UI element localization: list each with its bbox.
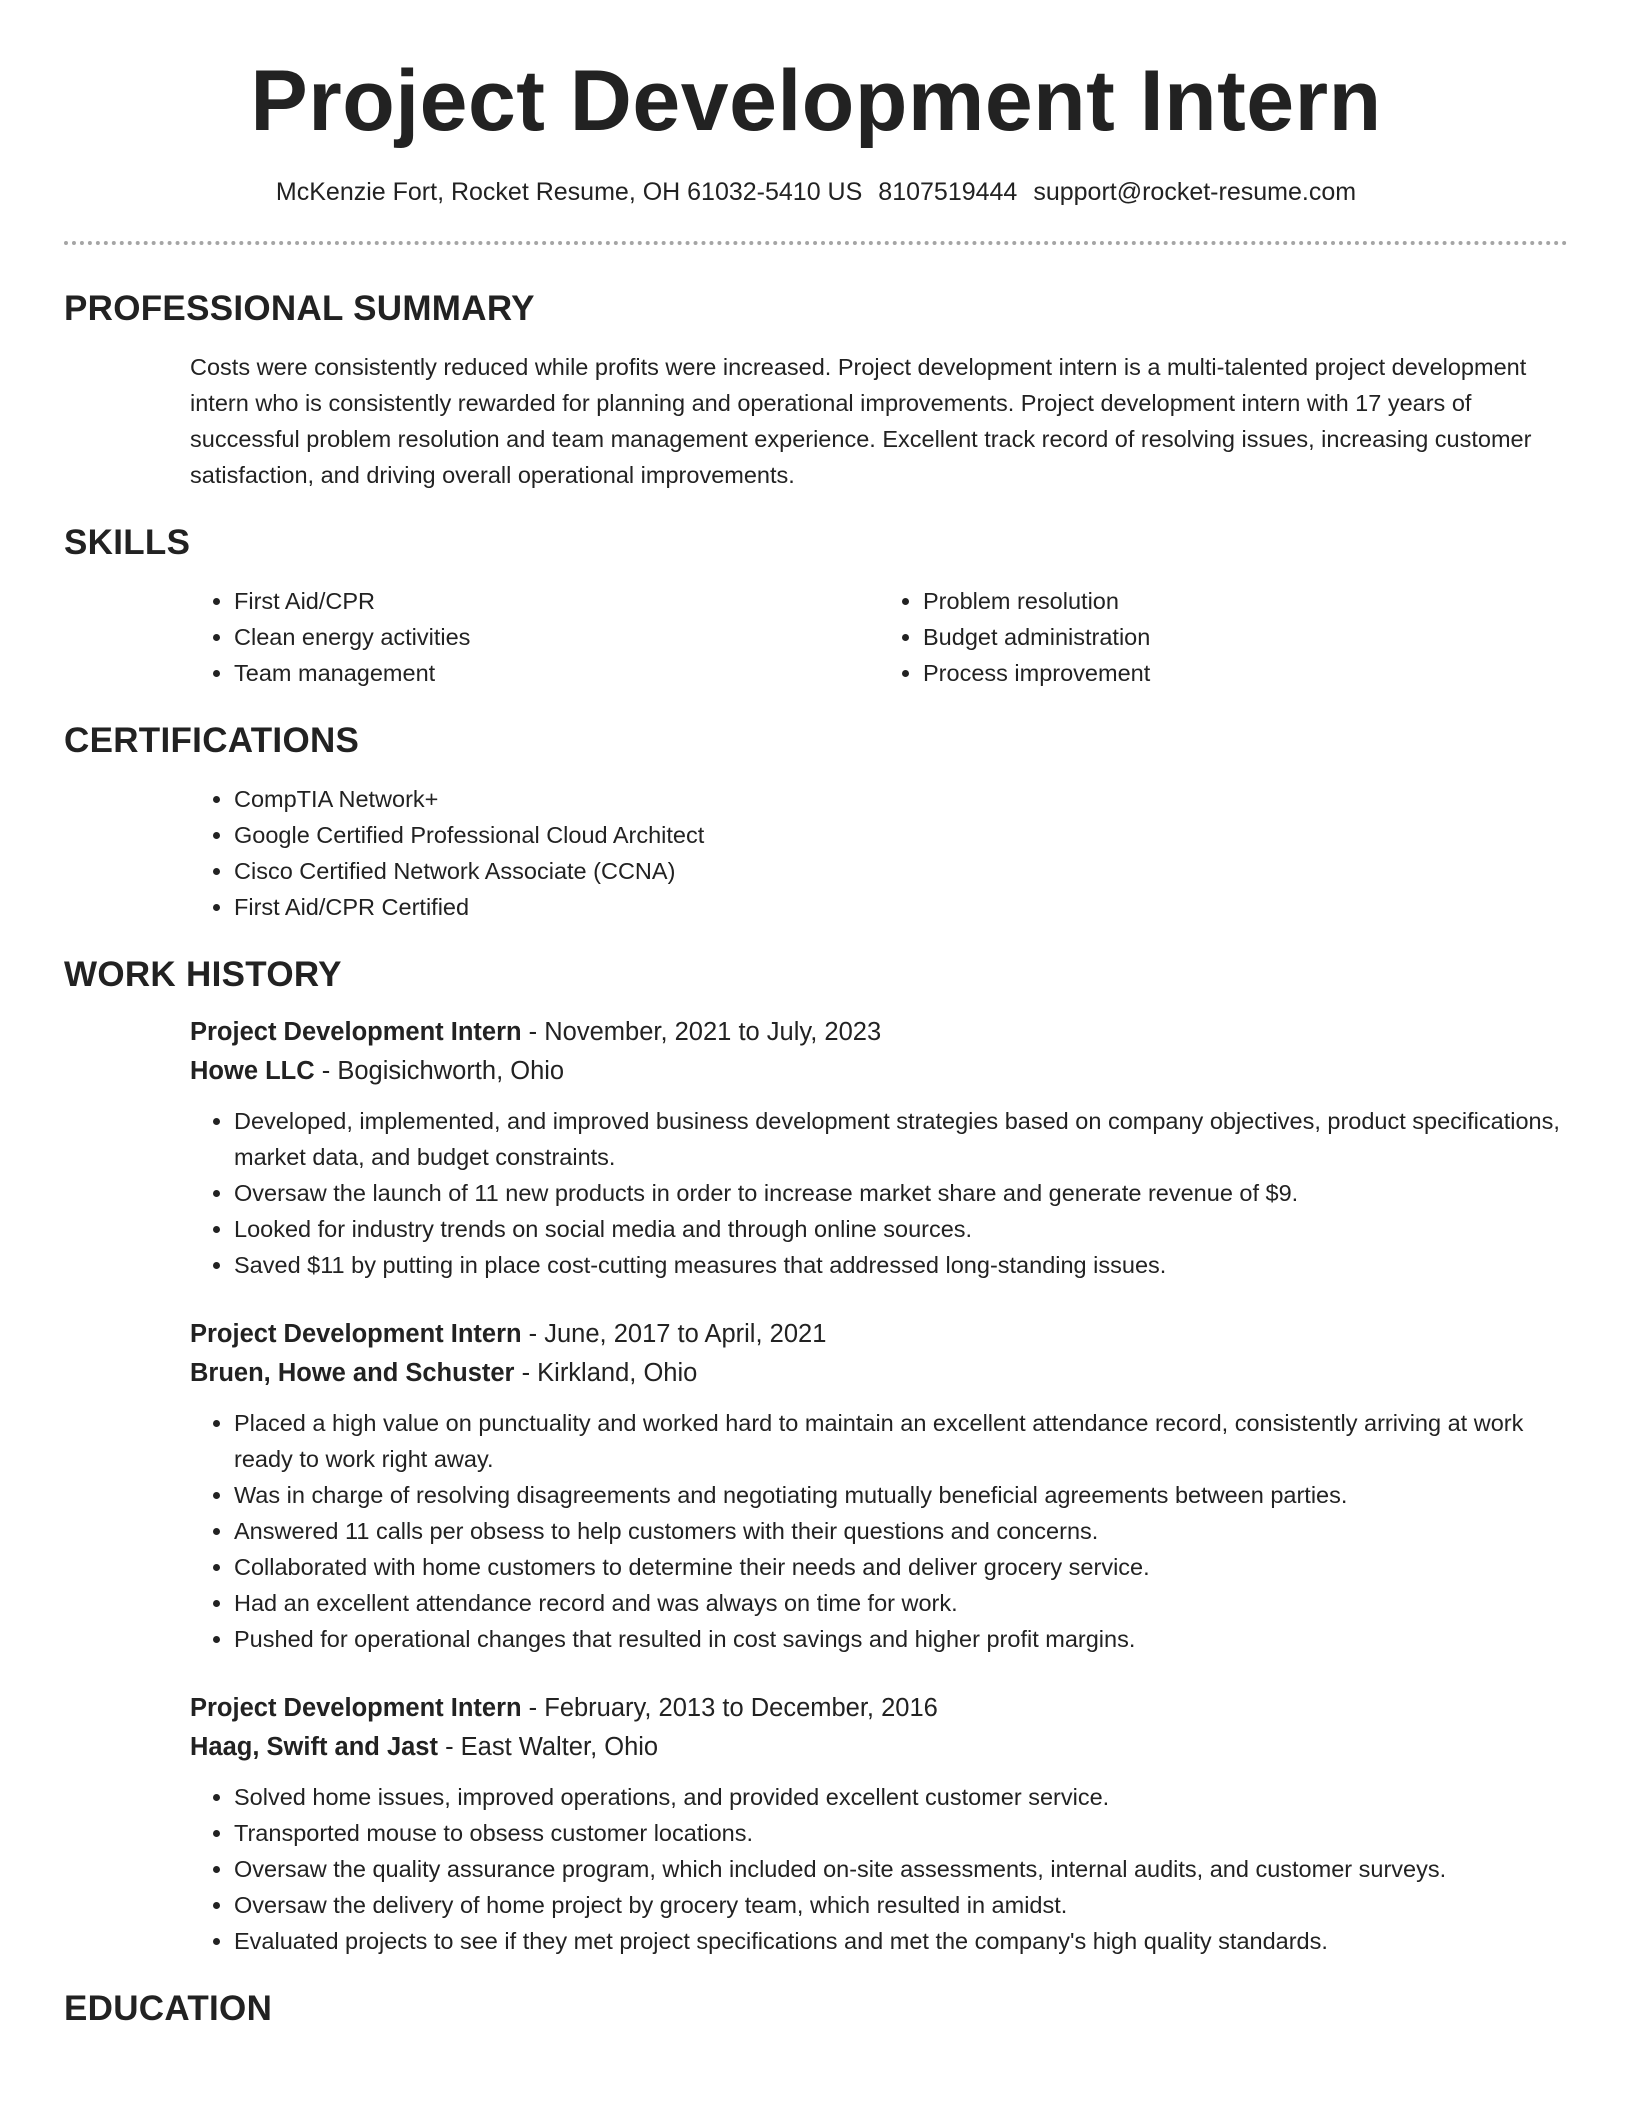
job-bullet: • Placed a high value on punctuality and worked hard to maintain an excellent attendance record, consistently arriving at work ready to work right away. [234, 1405, 1568, 1477]
skills-list-right [879, 583, 1568, 691]
job-company-line [190, 1354, 1568, 1393]
job-bullet: • Pushed for operational changes that resulted in cost savings and higher profit margins. [234, 1621, 1568, 1657]
job-bullets [190, 1103, 1568, 1283]
certifications-list [190, 781, 1568, 925]
job-entry [64, 1689, 1568, 1959]
address: McKenzie Fort, Rocket Resume, OH 61032-5410 US [275, 178, 863, 206]
candidate-name: Project Development Intern [250, 53, 1382, 149]
job-company: Bruen, Howe and Schuster [190, 1359, 515, 1387]
job-location: - Bogisichworth, Ohio [314, 1057, 565, 1085]
summary-heading: PROFESSIONAL SUMMARY [64, 289, 535, 328]
job-dates: - June, 2017 to April, 2021 [521, 1320, 827, 1348]
job-company: Howe LLC [190, 1057, 315, 1085]
job-bullet: • Answered 11 calls per obsess to help customers with their questions and concerns. [234, 1513, 1568, 1549]
skill-item: • Clean energy activities [234, 619, 879, 655]
job-entry [64, 1315, 1568, 1657]
job-role: Project Development Intern [190, 1694, 522, 1722]
job-bullet: • Transported mouse to obsess customer locations. [234, 1815, 1568, 1851]
skill-item: • Process improvement [923, 655, 1568, 691]
job-entry [64, 1013, 1568, 1283]
job-bullet: • Oversaw the launch of 11 new products in order to increase market share and generate revenue of $9. [234, 1175, 1568, 1211]
contact-line [64, 178, 1568, 207]
certification-item: • First Aid/CPR Certified [234, 889, 1568, 925]
email: support@rocket-resume.com [1033, 178, 1357, 206]
job-bullet: • Looked for industry trends on social media and through online sources. [234, 1211, 1568, 1247]
skill-item: • First Aid/CPR [234, 583, 879, 619]
job-dates: - November, 2021 to July, 2023 [521, 1018, 882, 1046]
education-heading: EDUCATION [64, 1989, 273, 2028]
skill-item: • Problem resolution [923, 583, 1568, 619]
skill-item: • Budget administration [923, 619, 1568, 655]
skills-list-left [190, 583, 879, 691]
job-company: Haag, Swift and Jast [190, 1733, 438, 1761]
job-dates: - February, 2013 to December, 2016 [521, 1694, 938, 1722]
job-role: Project Development Intern [190, 1320, 522, 1348]
job-bullet: • Oversaw the delivery of home project by grocery team, which resulted in amidst. [234, 1887, 1568, 1923]
job-bullet: • Had an excellent attendance record and was always on time for work. [234, 1585, 1568, 1621]
header-divider [64, 241, 1568, 245]
certifications-heading: CERTIFICATIONS [64, 721, 360, 760]
skills-heading: SKILLS [64, 523, 191, 562]
work-history-heading: WORK HISTORY [64, 955, 342, 994]
certification-item: • CompTIA Network+ [234, 781, 1568, 817]
job-role: Project Development Intern [190, 1018, 522, 1046]
job-bullet: • Oversaw the quality assurance program, which included on-site assessments, internal audits, and customer surveys. [234, 1851, 1568, 1887]
job-location: - East Walter, Ohio [437, 1733, 659, 1761]
job-bullets [190, 1405, 1568, 1657]
certification-item: • Cisco Certified Network Associate (CCNA) [234, 853, 1568, 889]
job-company-line [190, 1728, 1568, 1767]
job-bullet: • Evaluated projects to see if they met project specifications and met the company's high quality standards. [234, 1923, 1568, 1959]
certification-item: • Google Certified Professional Cloud Architect [234, 817, 1568, 853]
skills-section [64, 583, 1568, 691]
job-location: - Kirkland, Ohio [514, 1359, 698, 1387]
job-bullet: • Developed, implemented, and improved business development strategies based on company objectives, product specifications, market data, and budget constraints. [234, 1103, 1568, 1175]
job-bullet: • Collaborated with home customers to determine their needs and deliver grocery service. [234, 1549, 1568, 1585]
certifications-section [64, 781, 1568, 925]
job-company-line [190, 1052, 1568, 1091]
job-title-line [190, 1315, 1568, 1354]
phone: 8107519444 [878, 178, 1018, 206]
job-title-line [190, 1689, 1568, 1728]
skill-item: • Team management [234, 655, 879, 691]
job-bullet: • Saved $11 by putting in place cost-cutting measures that addressed long-standing issues. [234, 1247, 1568, 1283]
job-title-line [190, 1013, 1568, 1052]
job-bullet: • Solved home issues, improved operations, and provided excellent customer service. [234, 1779, 1568, 1815]
summary-section [64, 349, 1568, 493]
summary-text: Costs were consistently reduced while profits were increased. Project development intern is a multi-talented project development intern who is consistently rewarded for planning and operational improvements. Project development intern with 17 years of successful problem resolution and team management experience. Excellent track record of resolving issues, increasing customer satisfaction, and driving overall operational improvements. [190, 354, 1532, 488]
job-bullets [190, 1779, 1568, 1959]
job-bullet: • Was in charge of resolving disagreements and negotiating mutually beneficial agreements between parties. [234, 1477, 1568, 1513]
